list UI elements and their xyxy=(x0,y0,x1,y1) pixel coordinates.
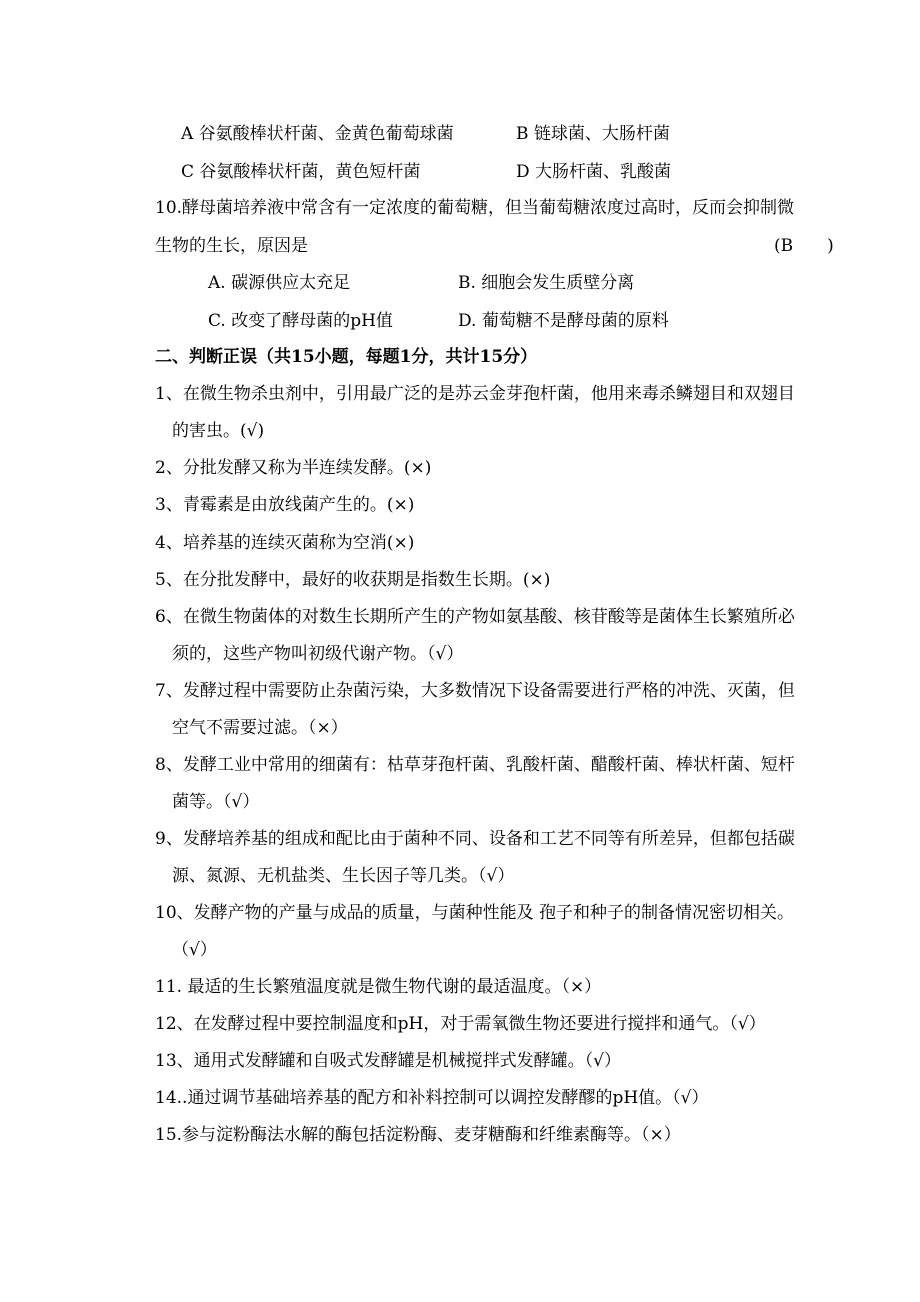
item-10-line2: （√） xyxy=(172,940,217,960)
item-9-line1: 9、发酵培养基的组成和配比由于菌种不同、设备和工艺不同等有所差异，但都包括碳 xyxy=(155,829,795,849)
item-6-line1: 6、在微生物菌体的对数生长期所产生的产物如氨基酸、核苷酸等是菌体生长繁殖所必 xyxy=(155,607,795,627)
q10-option-c: C. 改变了酵母菌的pH值 xyxy=(208,311,393,331)
item-12: 12、在发酵过程中要控制温度和pH，对于需氧微生物还要进行搅拌和通气。（√） xyxy=(155,1014,766,1034)
q9-option-a: A 谷氨酸棒状杆菌、金黄色葡萄球菌 xyxy=(181,124,454,144)
item-1-line1: 1、在微生物杀虫剂中，引用最广泛的是苏云金芽孢杆菌，他用来毒杀鳞翅目和双翅目 xyxy=(155,384,795,404)
item-5: 5、在分批发酵中，最好的收获期是指数生长期。(×) xyxy=(155,570,551,590)
item-4: 4、培养基的连续灭菌称为空消(×) xyxy=(155,533,415,553)
item-11: 11. 最适的生长繁殖温度就是微生物代谢的最适温度。（×） xyxy=(155,977,602,997)
item-8-line1: 8、发酵工业中常用的细菌有：枯草芽孢杆菌、乳酸杆菌、醋酸杆菌、棒状杆菌、短杆 xyxy=(155,755,795,775)
q10-option-b: B. 细胞会发生质壁分离 xyxy=(458,273,635,293)
q10-option-d: D. 葡萄糖不是酵母菌的原料 xyxy=(458,311,669,331)
item-7-line2: 空气不需要过滤。（×） xyxy=(172,718,348,738)
item-9-line2: 源、氮源、无机盐类、生长因子等几类。（√） xyxy=(172,866,515,886)
q10-answer: (B ) xyxy=(774,236,834,256)
item-8-line2: 菌等。（√） xyxy=(172,792,260,812)
item-10-line1: 10、发酵产物的产量与成品的质量，与菌种性能及 孢子和种子的制备情况密切相关。 xyxy=(155,903,795,923)
item-1-line2: 的害虫。(√) xyxy=(172,421,265,441)
item-15: 15.参与淀粉酶法水解的酶包括淀粉酶、麦芽糖酶和纤维素酶等。（×） xyxy=(155,1125,681,1145)
section-heading: 二、判断正误（共15小题，每题1分，共计15分） xyxy=(155,347,538,367)
item-13: 13、通用式发酵罐和自吸式发酵罐是机械搅拌式发酵罐。（√） xyxy=(155,1051,621,1071)
item-2: 2、分批发酵又称为半连续发酵。(×) xyxy=(155,458,432,478)
q10-option-a: A. 碳源供应太充足 xyxy=(208,273,351,293)
item-6-line2: 须的，这些产物叫初级代谢产物。（√） xyxy=(172,644,464,664)
q9-option-d: D 大肠杆菌、乳酸菌 xyxy=(516,162,672,182)
q10-stem-line1: 10.酵母菌培养液中常含有一定浓度的葡萄糖，但当葡萄糖浓度过高时，反而会抑制微 xyxy=(155,198,795,218)
item-3: 3、青霉素是由放线菌产生的。(×) xyxy=(155,495,415,515)
q10-stem-line2: 生物的生长，原因是 xyxy=(155,236,308,256)
q9-option-b: B 链球菌、大肠杆菌 xyxy=(516,124,670,144)
q9-option-c: C 谷氨酸棒状杆菌，黄色短杆菌 xyxy=(181,162,421,182)
item-7-line1: 7、发酵过程中需要防止杂菌污染，大多数情况下设备需要进行严格的冲洗、灭菌，但 xyxy=(155,681,795,701)
item-14: 14..通过调节基础培养基的配方和补料控制可以调控发酵醪的pH值。（√） xyxy=(155,1088,709,1108)
